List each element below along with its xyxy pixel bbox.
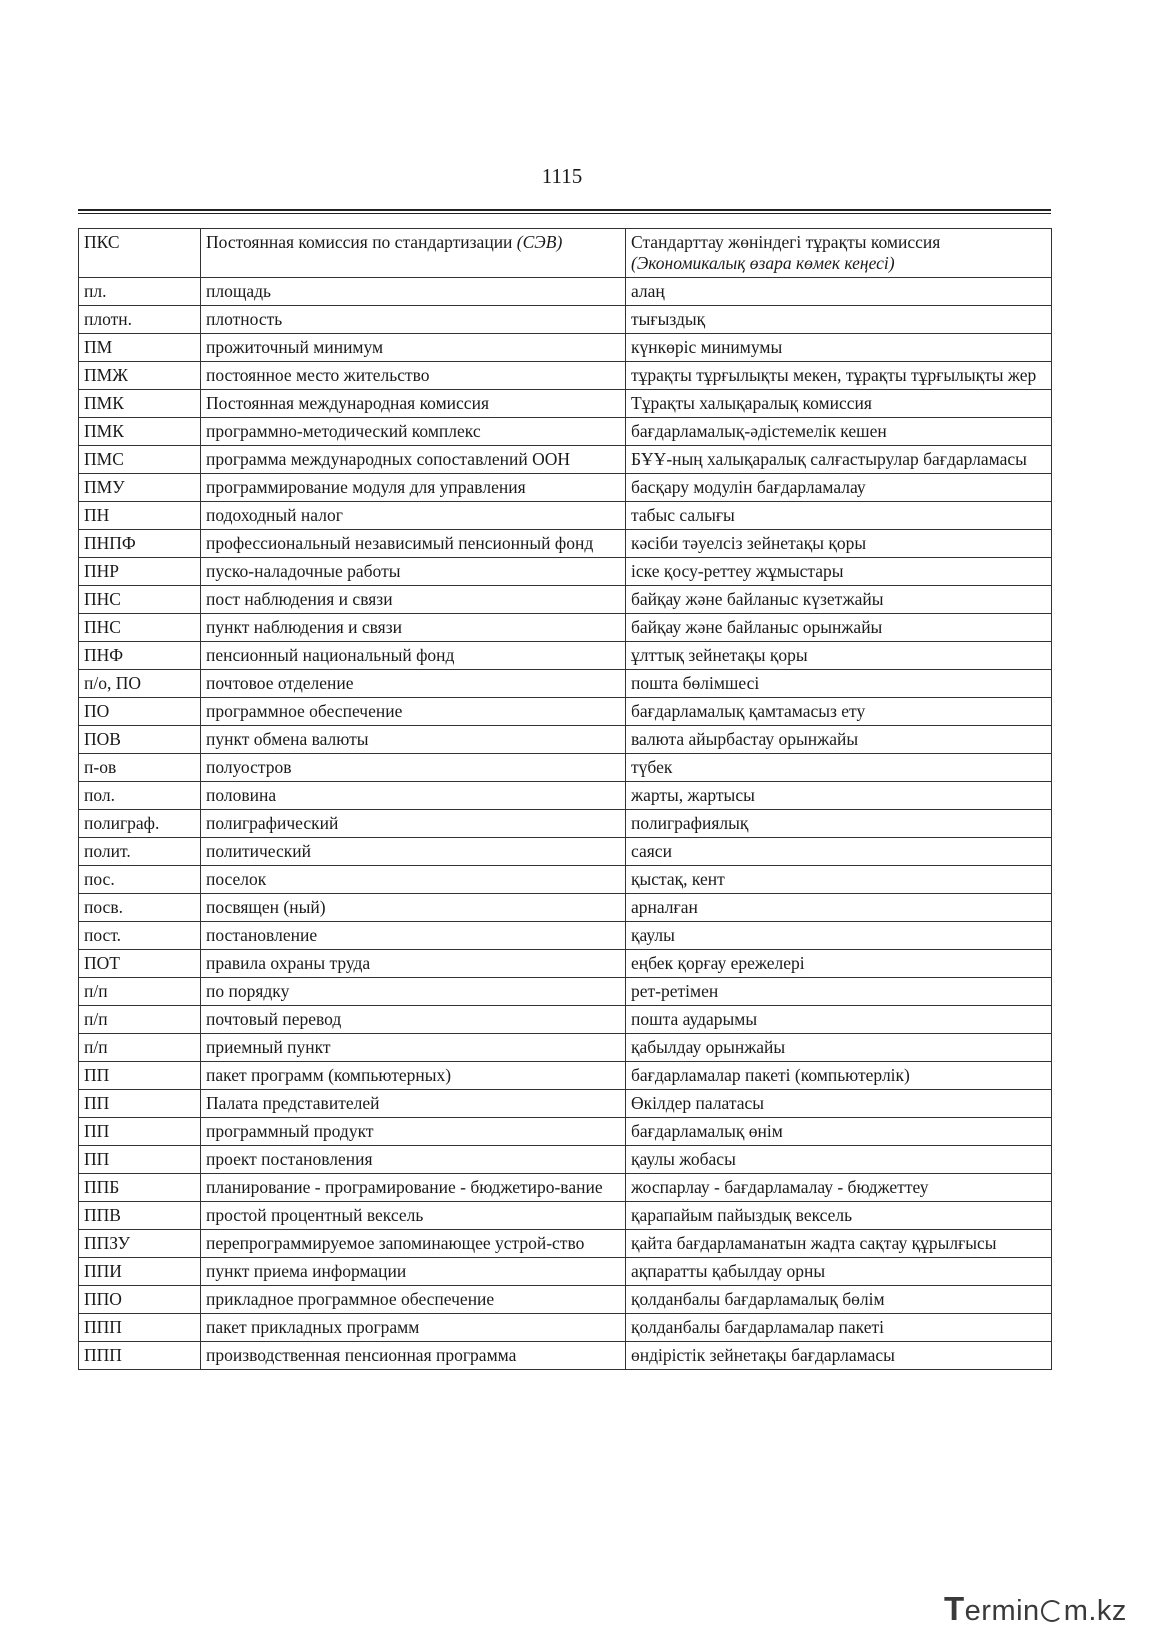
russian-term-cell: постоянное место жительство <box>201 362 626 390</box>
russian-term-cell: пункт приема информации <box>201 1258 626 1286</box>
table-row <box>79 1342 1052 1370</box>
abbreviation-cell: ПОТ <box>79 950 201 978</box>
abbreviation-cell: ПМ <box>79 334 201 362</box>
kazakh-term-cell: қолданбалы бағдарламалық бөлім <box>626 1286 1052 1314</box>
russian-term-cell: пакет прикладных программ <box>201 1314 626 1342</box>
kazakh-term-cell: байқау және байланыс күзетжайы <box>626 586 1052 614</box>
kazakh-term-cell: табыс салығы <box>626 502 1052 530</box>
kazakh-term-cell: бағдарламалық өнім <box>626 1118 1052 1146</box>
abbreviation-cell: плотн. <box>79 306 201 334</box>
russian-term-cell: половина <box>201 782 626 810</box>
russian-term-cell: правила охраны труда <box>201 950 626 978</box>
kazakh-term-cell: басқару модулін бағдарламалау <box>626 474 1052 502</box>
table-row <box>79 362 1052 390</box>
abbreviation-cell: пл. <box>79 278 201 306</box>
russian-term-cell: приемный пункт <box>201 1034 626 1062</box>
table-row <box>79 502 1052 530</box>
kazakh-term-cell: байқау және байланыс орынжайы <box>626 614 1052 642</box>
kazakh-term-cell: күнкөріс минимумы <box>626 334 1052 362</box>
table-row <box>79 306 1052 334</box>
termincom-logo <box>944 1590 1127 1628</box>
russian-term-cell: подоходный налог <box>201 502 626 530</box>
table-row <box>79 670 1052 698</box>
abbreviation-cell: ПО <box>79 698 201 726</box>
table-row <box>79 978 1052 1006</box>
abbreviation-cell: ППП <box>79 1342 201 1370</box>
russian-term-cell: простой процентный вексель <box>201 1202 626 1230</box>
table-row <box>79 418 1052 446</box>
kazakh-term-cell: өндірістік зейнетақы бағдарламасы <box>626 1342 1052 1370</box>
table-row <box>79 229 1052 278</box>
table-row <box>79 1258 1052 1286</box>
russian-term-cell: перепрограммируемое запоминающее устрой-ство <box>201 1230 626 1258</box>
russian-term-cell: производственная пенсионная программа <box>201 1342 626 1370</box>
table-row <box>79 334 1052 362</box>
russian-term-cell: почтовый перевод <box>201 1006 626 1034</box>
table-row <box>79 698 1052 726</box>
page-number: 1115 <box>541 164 583 188</box>
kazakh-term-note: (Экономикалық өзара көмек кеңесі) <box>631 253 895 273</box>
logo-initial: T <box>944 1590 965 1627</box>
table-row <box>79 866 1052 894</box>
russian-term-cell: Постоянная международная комиссия <box>201 390 626 418</box>
table-row <box>79 1146 1052 1174</box>
logo-text-after: m.kz <box>1063 1595 1127 1627</box>
kazakh-term-cell: қаулы <box>626 922 1052 950</box>
kazakh-term-cell: пошта аударымы <box>626 1006 1052 1034</box>
table-row <box>79 1202 1052 1230</box>
russian-term-cell: площадь <box>201 278 626 306</box>
abbreviation-cell: ПКС <box>79 229 201 278</box>
russian-term-cell: пункт наблюдения и связи <box>201 614 626 642</box>
table-row <box>79 1118 1052 1146</box>
russian-term-cell: прикладное программное обеспечение <box>201 1286 626 1314</box>
abbreviation-cell: п/п <box>79 978 201 1006</box>
kazakh-term-cell: жоспарлау - бағдарламалау - бюджеттеу <box>626 1174 1052 1202</box>
kazakh-term-cell: қарапайым пайыздық вексель <box>626 1202 1052 1230</box>
kazakh-term-cell: қолданбалы бағдарламалар пакеті <box>626 1314 1052 1342</box>
russian-term-cell: программа международных сопоставлений ООН <box>201 446 626 474</box>
russian-term-note: (СЭВ) <box>516 232 563 252</box>
abbreviation-cell: ПНС <box>79 586 201 614</box>
abbreviation-cell: п/о, ПО <box>79 670 201 698</box>
table-row <box>79 754 1052 782</box>
abbreviation-cell: п/п <box>79 1006 201 1034</box>
abbreviation-cell: ППИ <box>79 1258 201 1286</box>
abbreviation-cell: ПМУ <box>79 474 201 502</box>
russian-term: Постоянная комиссия по стандартизации <box>206 232 517 252</box>
table-row <box>79 558 1052 586</box>
kazakh-term-cell: бағдарламалық-әдістемелік кешен <box>626 418 1052 446</box>
russian-term-cell: программирование модуля для управления <box>201 474 626 502</box>
russian-term-cell: программное обеспечение <box>201 698 626 726</box>
russian-term-cell: полуостров <box>201 754 626 782</box>
kazakh-term-cell: рет-ретімен <box>626 978 1052 1006</box>
kazakh-term-cell: жарты, жартысы <box>626 782 1052 810</box>
abbreviation-cell: ПМК <box>79 390 201 418</box>
abbreviation-table-body <box>79 229 1052 1370</box>
kazakh-term-cell: іске қосу-реттеу жұмыстары <box>626 558 1052 586</box>
abbreviation-cell: ПМК <box>79 418 201 446</box>
abbreviation-cell: ПП <box>79 1118 201 1146</box>
table-row <box>79 838 1052 866</box>
russian-term-cell: программно-методический комплекс <box>201 418 626 446</box>
abbreviation-cell: пос. <box>79 866 201 894</box>
russian-term-cell: пуско-наладочные работы <box>201 558 626 586</box>
abbreviation-cell: ПН <box>79 502 201 530</box>
abbreviation-cell: ПНПФ <box>79 530 201 558</box>
table-row <box>79 782 1052 810</box>
table-row <box>79 1230 1052 1258</box>
table-row <box>79 1286 1052 1314</box>
kazakh-term-cell: қаулы жобасы <box>626 1146 1052 1174</box>
russian-term-cell <box>201 229 626 278</box>
abbreviation-cell: ПОВ <box>79 726 201 754</box>
kazakh-term-cell: тығыздық <box>626 306 1052 334</box>
russian-term-cell: пенсионный национальный фонд <box>201 642 626 670</box>
russian-term-cell: поселок <box>201 866 626 894</box>
abbreviation-cell: п-ов <box>79 754 201 782</box>
table-row <box>79 1090 1052 1118</box>
kazakh-term-cell <box>626 229 1052 278</box>
russian-term-cell: посвящен (ный) <box>201 894 626 922</box>
table-row <box>79 614 1052 642</box>
logo-text-before: ermin <box>964 1595 1040 1627</box>
russian-term-cell: почтовое отделение <box>201 670 626 698</box>
russian-term-cell: планирование - програмирование - бюджетиро-вание <box>201 1174 626 1202</box>
table-row <box>79 1006 1052 1034</box>
table-row <box>79 950 1052 978</box>
kazakh-term-cell: кәсіби тәуелсіз зейнетақы қоры <box>626 530 1052 558</box>
kazakh-term-cell: түбек <box>626 754 1052 782</box>
russian-term-cell: политический <box>201 838 626 866</box>
russian-term-cell: прожиточный минимум <box>201 334 626 362</box>
kazakh-term-cell: ұлттық зейнетақы қоры <box>626 642 1052 670</box>
abbreviation-cell: полит. <box>79 838 201 866</box>
russian-term-cell: постановление <box>201 922 626 950</box>
kazakh-term-cell: бағдарламалық қамтамасыз ету <box>626 698 1052 726</box>
logo-swoosh-icon <box>1041 1600 1063 1622</box>
table-row <box>79 1034 1052 1062</box>
russian-term-cell: полиграфический <box>201 810 626 838</box>
kazakh-term-cell: ақпаратты қабылдау орны <box>626 1258 1052 1286</box>
kazakh-term-cell: пошта бөлімшесі <box>626 670 1052 698</box>
abbreviation-cell: полиграф. <box>79 810 201 838</box>
abbreviation-cell: ПНФ <box>79 642 201 670</box>
kazakh-term-cell: бағдарламалар пакеті (компьютерлік) <box>626 1062 1052 1090</box>
abbreviation-cell: ПНС <box>79 614 201 642</box>
abbreviation-cell: ПНР <box>79 558 201 586</box>
table-row <box>79 894 1052 922</box>
abbreviation-cell: ППВ <box>79 1202 201 1230</box>
table-row <box>79 642 1052 670</box>
abbreviation-cell: ПМЖ <box>79 362 201 390</box>
kazakh-term-cell: қыстақ, кент <box>626 866 1052 894</box>
kazakh-term-cell: саяси <box>626 838 1052 866</box>
header-rule-thin <box>78 213 1051 214</box>
table-row <box>79 922 1052 950</box>
abbreviation-cell: ППО <box>79 1286 201 1314</box>
abbreviation-cell: ПМС <box>79 446 201 474</box>
kazakh-term-cell: БҰҰ-ның халықаралық салғастырулар бағдарламасы <box>626 446 1052 474</box>
table-row <box>79 278 1052 306</box>
russian-term-cell: плотность <box>201 306 626 334</box>
abbreviation-cell: посв. <box>79 894 201 922</box>
kazakh-term-cell: қабылдау орынжайы <box>626 1034 1052 1062</box>
abbreviation-cell: ПП <box>79 1146 201 1174</box>
kazakh-term-cell: полиграфиялық <box>626 810 1052 838</box>
table-row <box>79 726 1052 754</box>
russian-term-cell: Палата представителей <box>201 1090 626 1118</box>
abbreviation-cell: ППБ <box>79 1174 201 1202</box>
kazakh-term-cell: Өкілдер палатасы <box>626 1090 1052 1118</box>
kazakh-term-cell: тұрақты тұрғылықты мекен, тұрақты тұрғылықты жер <box>626 362 1052 390</box>
abbreviation-cell: ППЗУ <box>79 1230 201 1258</box>
kazakh-term: Стандарттау жөніндегі тұрақты комиссия <box>631 232 941 252</box>
russian-term-cell: проект постановления <box>201 1146 626 1174</box>
russian-term-cell: пост наблюдения и связи <box>201 586 626 614</box>
abbreviation-cell: п/п <box>79 1034 201 1062</box>
table-row <box>79 810 1052 838</box>
abbreviation-table <box>78 228 1052 1370</box>
kazakh-term-cell: қайта бағдарламанатын жадта сақтау құрылғысы <box>626 1230 1052 1258</box>
table-row <box>79 1314 1052 1342</box>
abbreviation-cell: ППП <box>79 1314 201 1342</box>
kazakh-term-cell: еңбек қорғау ережелері <box>626 950 1052 978</box>
kazakh-term-cell: Тұрақты халықаралық комиссия <box>626 390 1052 418</box>
russian-term-cell: пакет программ (компьютерных) <box>201 1062 626 1090</box>
header-rule <box>78 209 1051 211</box>
abbreviation-cell: пол. <box>79 782 201 810</box>
table-row <box>79 530 1052 558</box>
kazakh-term-cell: алаң <box>626 278 1052 306</box>
table-row <box>79 390 1052 418</box>
abbreviation-cell: ПП <box>79 1062 201 1090</box>
russian-term-cell: профессиональный независимый пенсионный фонд <box>201 530 626 558</box>
russian-term-cell: программный продукт <box>201 1118 626 1146</box>
table-row <box>79 1062 1052 1090</box>
russian-term-cell: пункт обмена валюты <box>201 726 626 754</box>
table-row <box>79 1174 1052 1202</box>
kazakh-term-cell: арналған <box>626 894 1052 922</box>
table-row <box>79 446 1052 474</box>
abbreviation-cell: пост. <box>79 922 201 950</box>
table-row <box>79 586 1052 614</box>
kazakh-term-cell: валюта айырбастау орынжайы <box>626 726 1052 754</box>
russian-term-cell: по порядку <box>201 978 626 1006</box>
table-row <box>79 474 1052 502</box>
abbreviation-cell: ПП <box>79 1090 201 1118</box>
